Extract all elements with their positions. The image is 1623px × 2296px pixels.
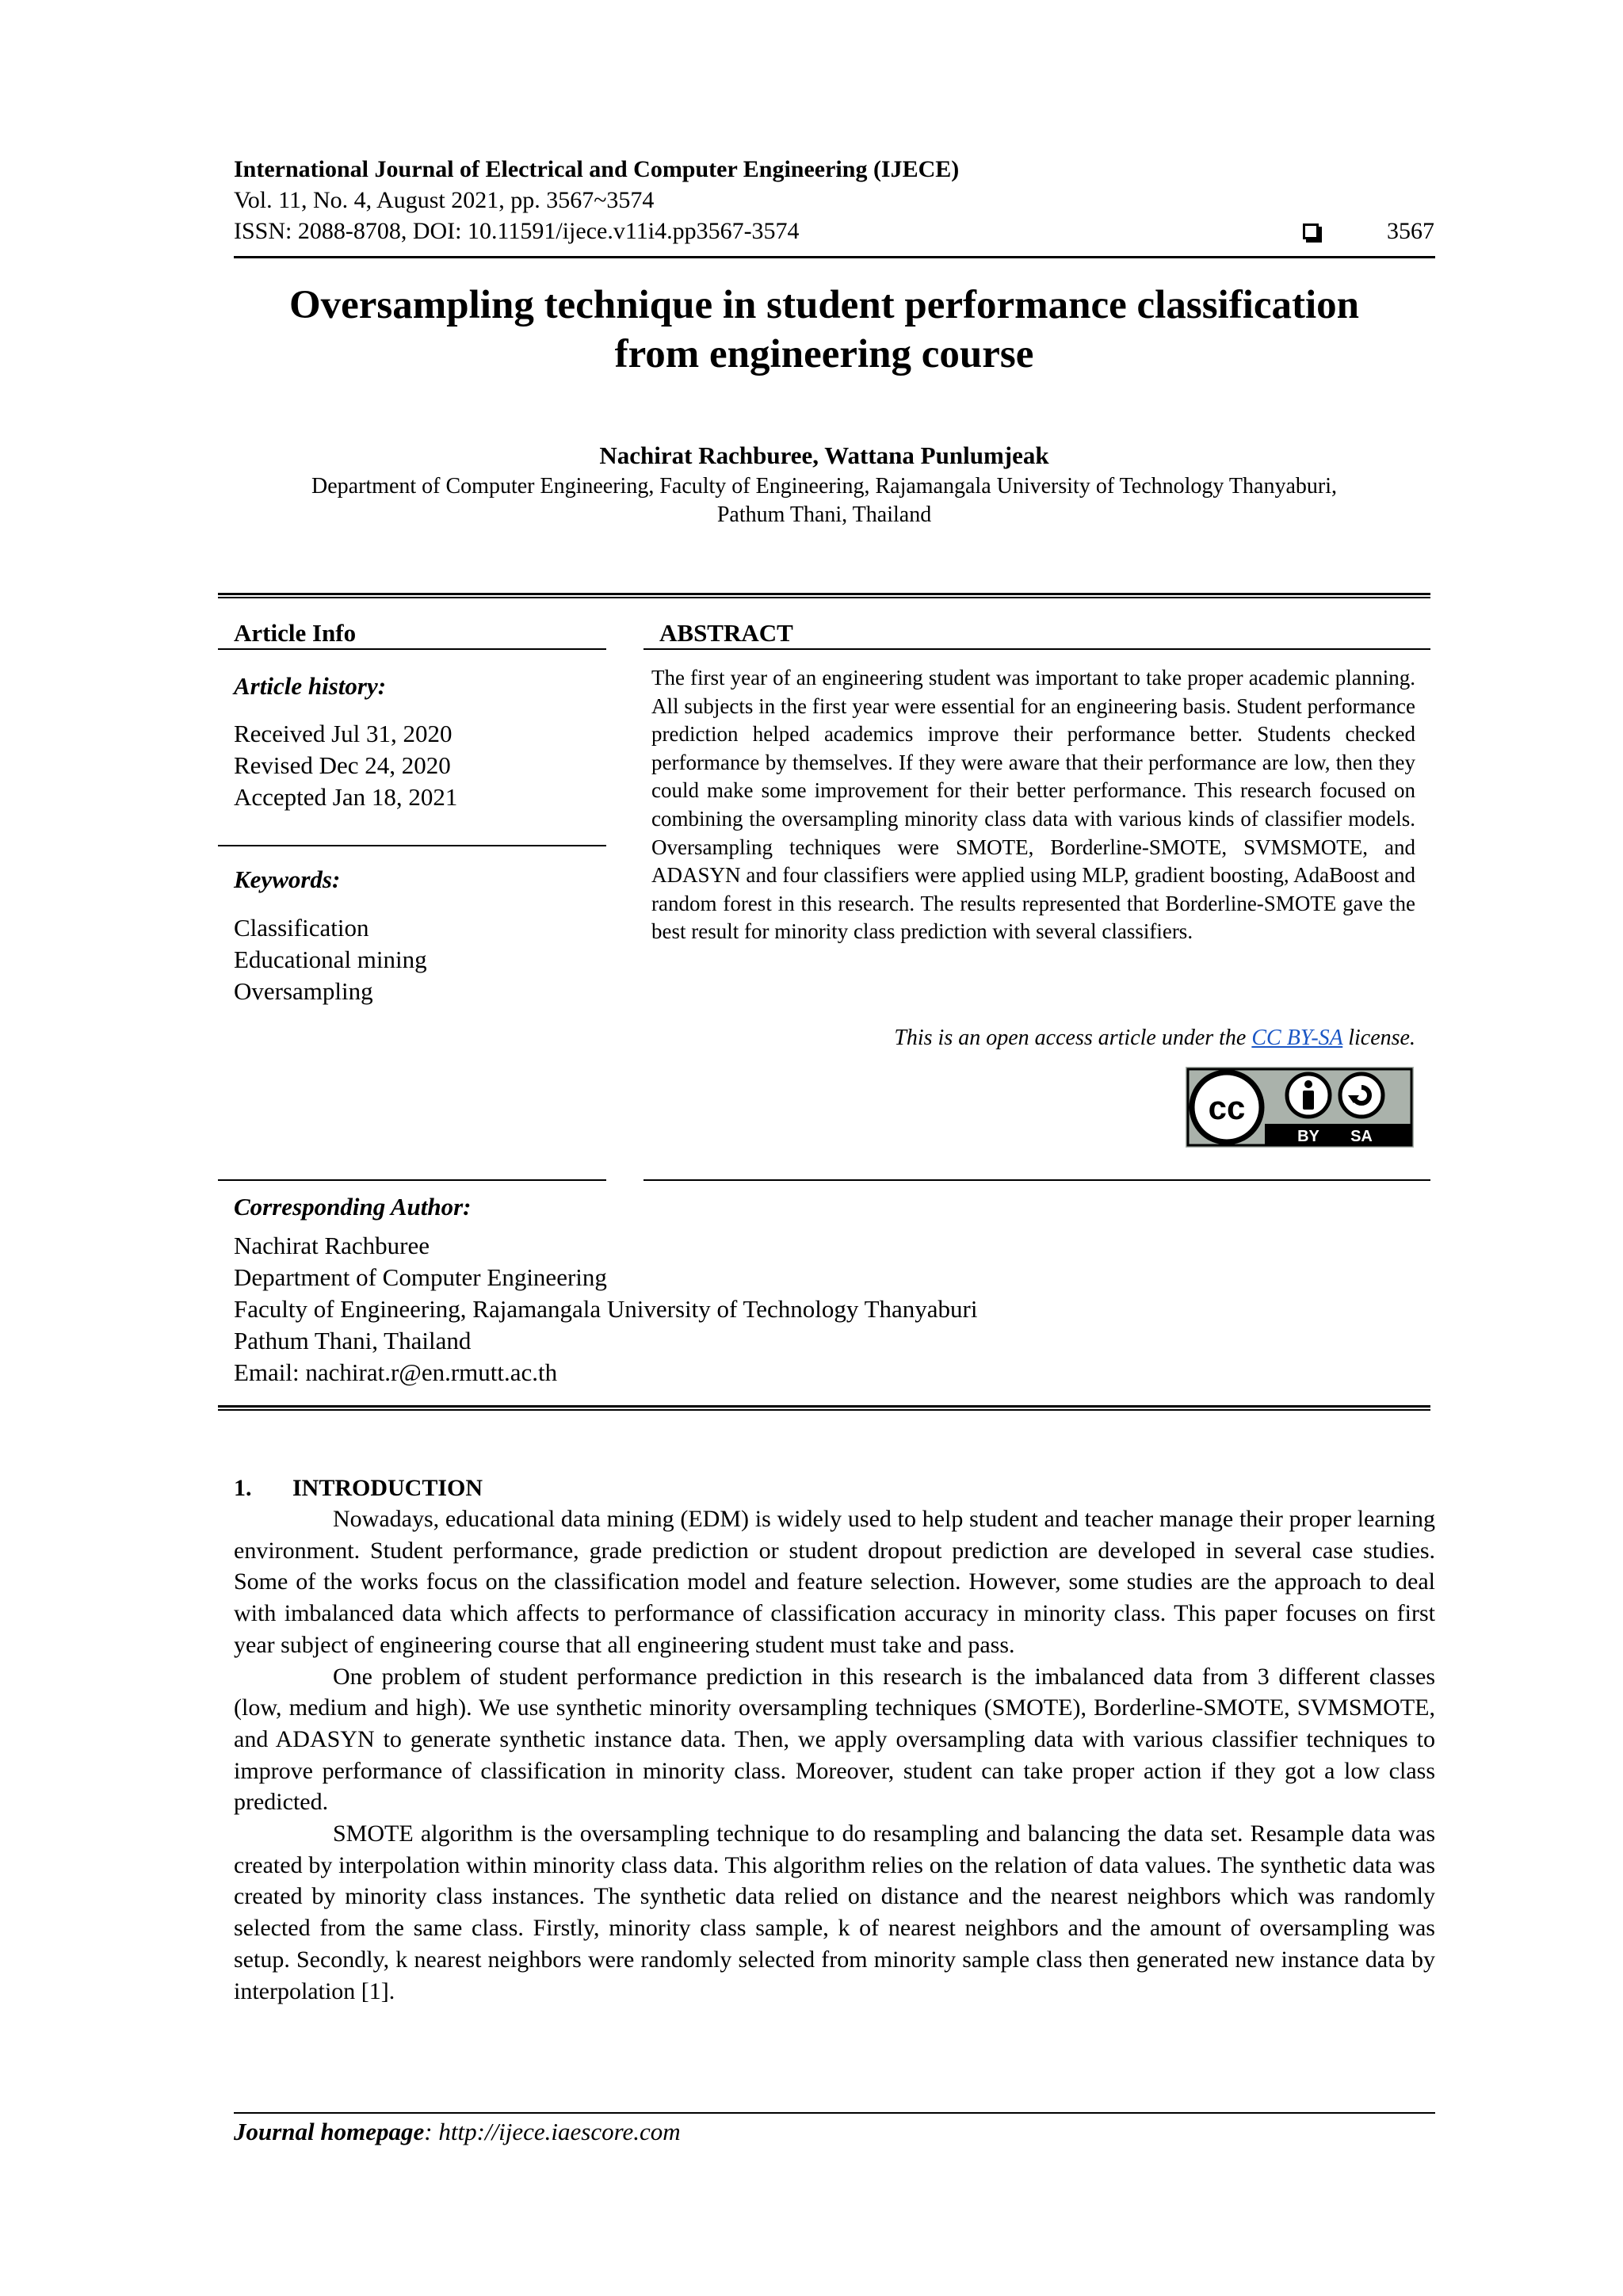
sa-badge-label: SA: [1350, 1128, 1373, 1145]
journal-volume: Vol. 11, No. 4, August 2021, pp. 3567~3574: [234, 187, 655, 213]
received-date: Received Jul 31, 2020: [234, 720, 453, 747]
journal-issn-doi: ISSN: 2088-8708, DOI: 10.11591/ijece.v11i4.pp3567-3574: [234, 218, 800, 244]
cc-by-sa-link[interactable]: CC BY-SA: [1251, 1026, 1343, 1050]
abstract-bottom-rule: [643, 1179, 1430, 1181]
page-number: 3567: [1387, 218, 1434, 244]
header-rule: [234, 256, 1435, 258]
keywords-rule: [218, 845, 606, 846]
corresponding-author-block: [234, 1230, 978, 1389]
intro-paragraph: Nowadays, educational data mining (EDM) is widely used to help student and teacher manage their proper learning environment. Student performance, grade prediction or student dropout prediction are developed in several case studies. Some of the works focus on the classification model and feature selection. However, some studies are the approach to deal with imbalanced data which affects to performance of classification accuracy in minority class. This paper focuses on first year subject of engineering course that all engineering student must take and pass.: [234, 1506, 1435, 1658]
section-title: INTRODUCTION: [292, 1475, 483, 1501]
by-badge-label: BY: [1297, 1128, 1319, 1145]
corresponding-location: Pathum Thani, Thailand: [234, 1327, 472, 1354]
affiliation-line-1: Department of Computer Engineering, Faculty of Engineering, Rajamangala University of Technology Thanyaburi,: [311, 474, 1337, 499]
title-line-2: from engineering course: [614, 332, 1034, 376]
affiliation-line-2: Pathum Thani, Thailand: [716, 502, 932, 527]
info-column-bottom-rule: [218, 1179, 606, 1181]
license-suffix: license.: [1342, 1026, 1415, 1050]
corresponding-author-heading: Corresponding Author:: [234, 1193, 472, 1221]
article-info-rule: [218, 648, 606, 650]
keywords-heading: Keywords:: [234, 865, 341, 893]
checkbox-square-icon: [1303, 223, 1319, 239]
introduction-section: [234, 1473, 1435, 2007]
corresponding-faculty: Faculty of Engineering, Rajamangala University of Technology Thanyaburi: [234, 1295, 978, 1323]
corresponding-name: Nachirat Rachburee: [234, 1232, 430, 1259]
corresponding-email: Email: nachirat.r@en.rmutt.ac.th: [234, 1358, 558, 1386]
footer-rule: [234, 2112, 1435, 2114]
homepage-url: : http://ijece.iaescore.com: [424, 2118, 681, 2145]
abstract-rule: [643, 648, 1430, 650]
title-line-1: Oversampling technique in student performance classification: [288, 283, 1360, 327]
intro-paragraph: SMOTE algorithm is the oversampling technique to do resampling and balancing the data set. Resample data was created by interpolation within minority class data. This algorithm relies on the relation of data values. The synthetic data was created by minority class instances. The synthetic data relied on distance and the nearest neighbors which was randomly selected from the same class. Firstly, minority class sample, k of nearest neighbors and the amount of oversampling was setup. Secondly, k nearest neighbors were randomly selected from minority sample class then generated new instance data by interpolation [1].: [234, 1820, 1435, 2004]
cc-by-sa-badge-icon: [1186, 1067, 1414, 1148]
info-box-bottom-rule: [218, 1405, 1430, 1411]
keyword-item: Classification: [234, 914, 369, 942]
homepage-label: Journal homepage: [234, 2118, 425, 2145]
paper-title: [158, 281, 1490, 379]
abstract-heading: ABSTRACT: [659, 619, 793, 647]
article-info-heading: Article Info: [234, 619, 357, 647]
introduction-heading: [234, 1473, 1435, 1503]
abstract-text: [651, 664, 1415, 946]
journal-homepage: [234, 2116, 681, 2148]
license-note: [894, 1024, 1415, 1052]
abstract-paragraph: The first year of an engineering student was important to take proper academic planning. All subjects in the first year were essential for an engineering basis. Student performance prediction helped academics improve their performance better. Students checked performance by themselves. If they were aware that their performance are low, then they could make some improvement for their better performance. This research focused on combining the oversampling minority class data with various kinds of classifier models. Oversampling techniques were SMOTE, Borderline-SMOTE, SVMSMOTE, and ADASYN and four classifiers were applied using MLP, gradient boosting, AdaBoost and random forest in this research. The results represented that Borderline-SMOTE gave the best result for minority class prediction with several classifiers.: [651, 666, 1415, 944]
authors: Nachirat Rachburee, Wattana Punlumjeak: [599, 441, 1049, 469]
affiliation: [182, 472, 1466, 529]
info-box-top-rule: [218, 593, 1430, 598]
cc-badge-label: cc: [1208, 1089, 1246, 1126]
keyword-item: Educational mining: [234, 946, 427, 973]
keyword-item: Oversampling: [234, 977, 373, 1005]
section-number: 1.: [234, 1475, 252, 1501]
article-history-heading: Article history:: [234, 672, 387, 700]
journal-name: International Journal of Electrical and Computer Engineering (IJECE): [234, 156, 960, 182]
intro-paragraph: One problem of student performance prediction in this research is the imbalanced data from 3 different classes (low, medium and high). We use synthetic minority oversampling techniques (SMOTE), Borderline-SMOTE, SVMSMOTE, and ADASYN to generate synthetic instance data. Then, we apply oversampling data with various classifier techniques to improve performance of classification in minority class. Moreover, student can take proper action if they got a low class predicted.: [234, 1663, 1435, 1816]
license-prefix: This is an open access article under the: [894, 1026, 1252, 1050]
corresponding-dept: Department of Computer Engineering: [234, 1263, 607, 1291]
accepted-date: Accepted Jan 18, 2021: [234, 783, 458, 811]
revised-date: Revised Dec 24, 2020: [234, 751, 451, 779]
